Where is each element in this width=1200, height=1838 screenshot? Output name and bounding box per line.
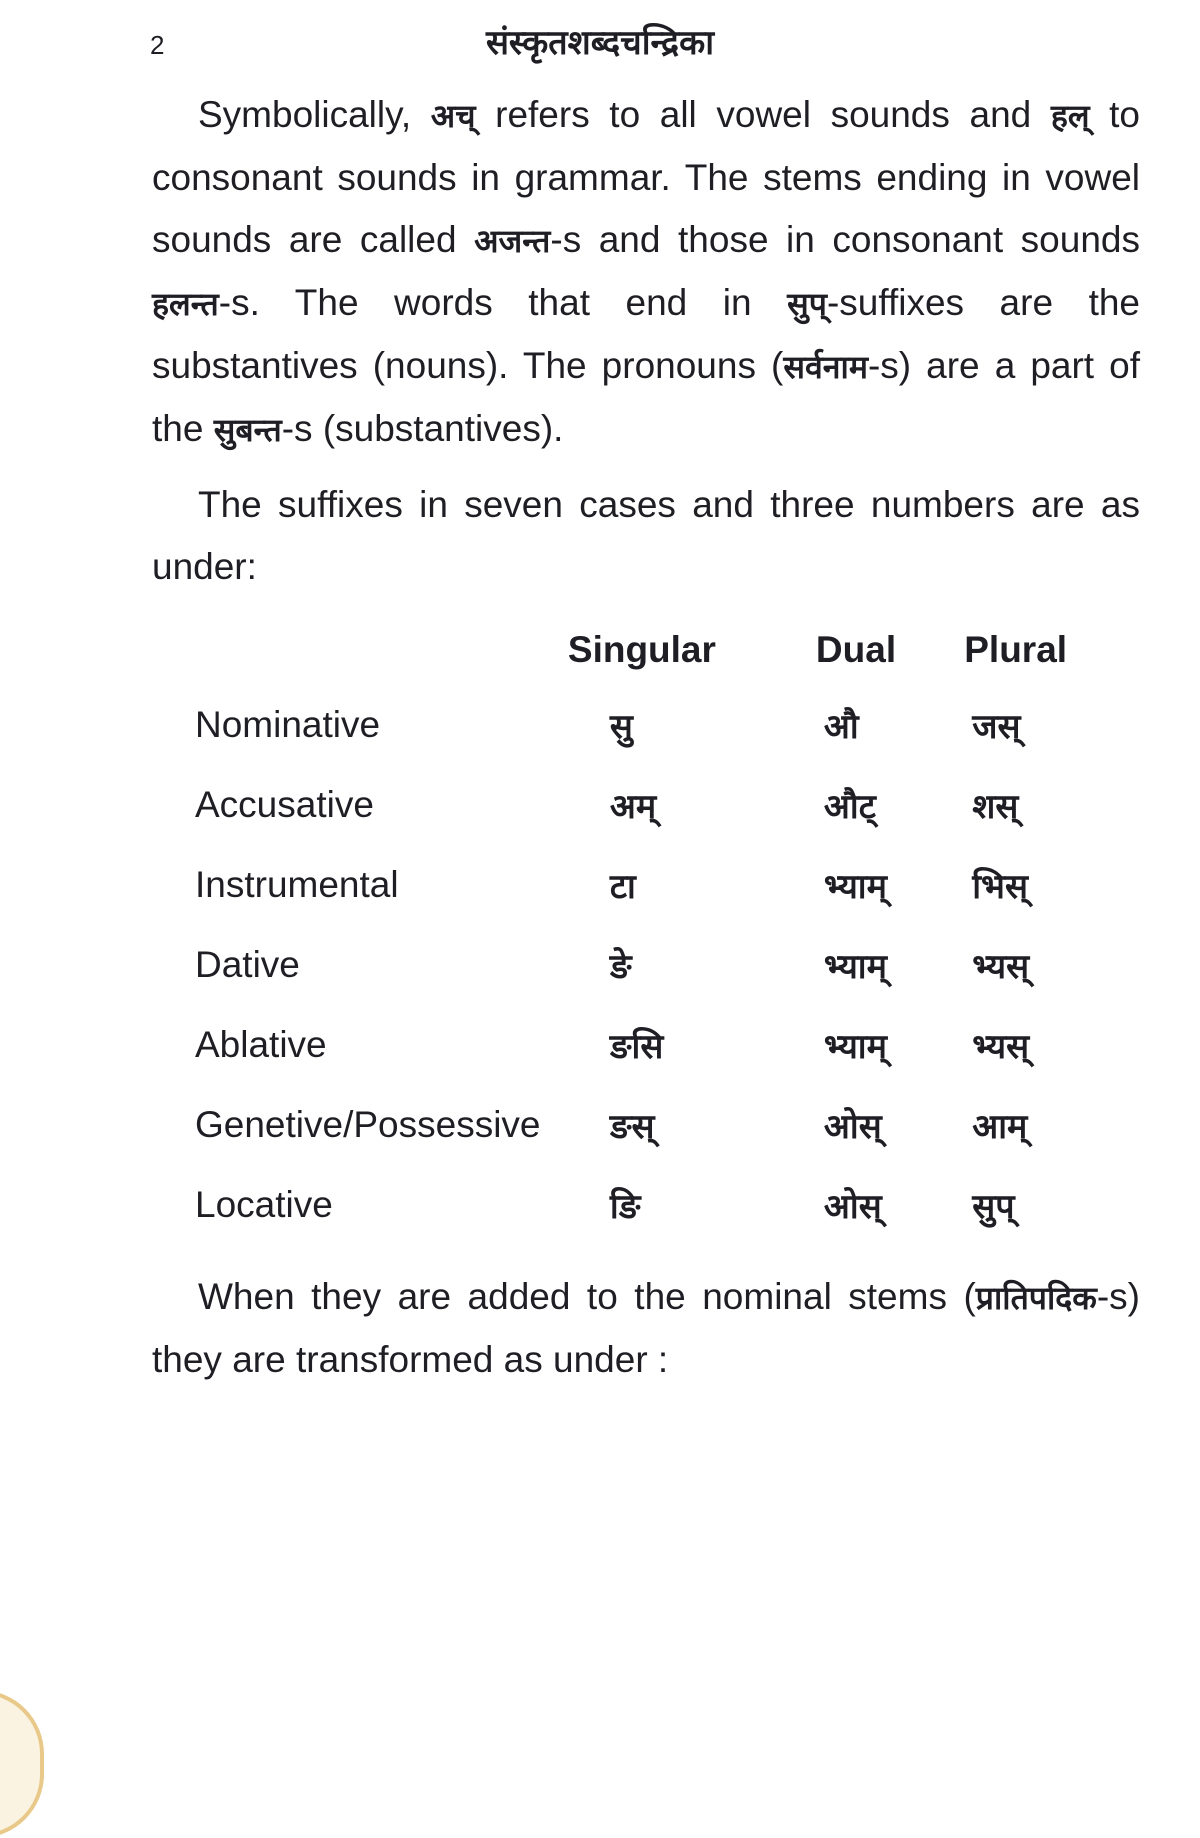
sanskrit-term: सर्वनाम (783, 348, 868, 386)
para-text: to consonant sounds in grammar. The stems ending in vowel sounds are called (152, 94, 1140, 260)
dual-suffix: ओस् (823, 1187, 882, 1227)
plural-suffix: सुप् (972, 1187, 1015, 1227)
singular-suffix: ङसि (609, 1027, 664, 1067)
header-singular: Singular (567, 629, 716, 670)
singular-suffix: ङे (609, 947, 632, 987)
para-text: -s) they are transformed as under : (152, 1276, 1140, 1380)
paragraph-intro (152, 84, 1140, 461)
case-name: Genetive/Possessive (195, 1104, 541, 1145)
paragraph-transformation (152, 1266, 1140, 1391)
table-row (195, 845, 1095, 925)
sanskrit-term: अच् (430, 97, 476, 135)
para-text: -s) are a part of the (152, 345, 1140, 449)
paragraph-table-intro (152, 474, 1140, 598)
para-text: -s and those in consonant sounds (550, 219, 1140, 260)
dual-suffix: औ (823, 707, 859, 747)
singular-suffix: ङि (609, 1187, 641, 1227)
table-row (195, 1165, 1095, 1245)
para-text: The suffixes in seven cases and three numbers are as under: (152, 484, 1140, 587)
table-row (195, 1005, 1095, 1085)
header-case (195, 615, 568, 685)
sanskrit-term: सुप् (787, 285, 827, 323)
case-name: Locative (195, 1184, 333, 1225)
sanskrit-term: सुबन्त (213, 411, 282, 449)
table-row (195, 1085, 1095, 1165)
para-text: refers to all vowel sounds and (475, 94, 1051, 135)
sanskrit-term: हलन्त (152, 285, 219, 323)
para-text: -s. The words that end in (218, 282, 788, 323)
case-name: Instrumental (195, 864, 399, 905)
page-number: 2 (150, 30, 165, 60)
running-title: संस्कृतशब्दचन्द्रिका (485, 23, 715, 63)
case-suffix-table (195, 615, 1095, 1245)
para-text: -s (substantives). (281, 408, 564, 449)
header-dual: Dual (815, 629, 897, 670)
table-row (195, 685, 1095, 765)
plural-suffix: भिस् (972, 867, 1028, 907)
dual-suffix: भ्याम् (823, 867, 887, 907)
singular-suffix: टा (609, 867, 636, 907)
para-text: -suffixes are the substantives (nouns). The pronouns ( (152, 282, 1141, 386)
plural-suffix: भ्यस् (972, 1027, 1030, 1067)
table-row (195, 925, 1095, 1005)
plural-suffix: जस् (972, 707, 1021, 747)
header-plural: Plural (964, 629, 1068, 670)
dual-suffix: औट् (823, 787, 876, 827)
singular-suffix: सु (609, 707, 633, 747)
sanskrit-term: प्रातिपदिक (975, 1279, 1097, 1317)
dual-suffix: भ्याम् (823, 1027, 887, 1067)
singular-suffix: ङस् (609, 1107, 655, 1147)
case-name: Dative (195, 944, 300, 985)
sanskrit-term: अजन्त (474, 222, 551, 260)
case-name: Nominative (195, 704, 381, 745)
thumb-shadow (0, 1690, 44, 1838)
sanskrit-term: हल् (1050, 97, 1090, 135)
singular-suffix: अम् (609, 787, 657, 827)
dual-suffix: भ्याम् (823, 947, 887, 987)
plural-suffix: शस् (972, 787, 1019, 827)
para-text: When they are added to the nominal stems ( (198, 1276, 976, 1317)
dual-suffix: ओस् (823, 1107, 882, 1147)
case-name: Ablative (195, 1024, 327, 1065)
table-row (195, 765, 1095, 845)
table-header-row (195, 615, 1095, 685)
para-text: Symbolically, (198, 94, 431, 135)
plural-suffix: आम् (972, 1107, 1028, 1147)
plural-suffix: भ्यस् (972, 947, 1030, 987)
case-name: Accusative (195, 784, 374, 825)
